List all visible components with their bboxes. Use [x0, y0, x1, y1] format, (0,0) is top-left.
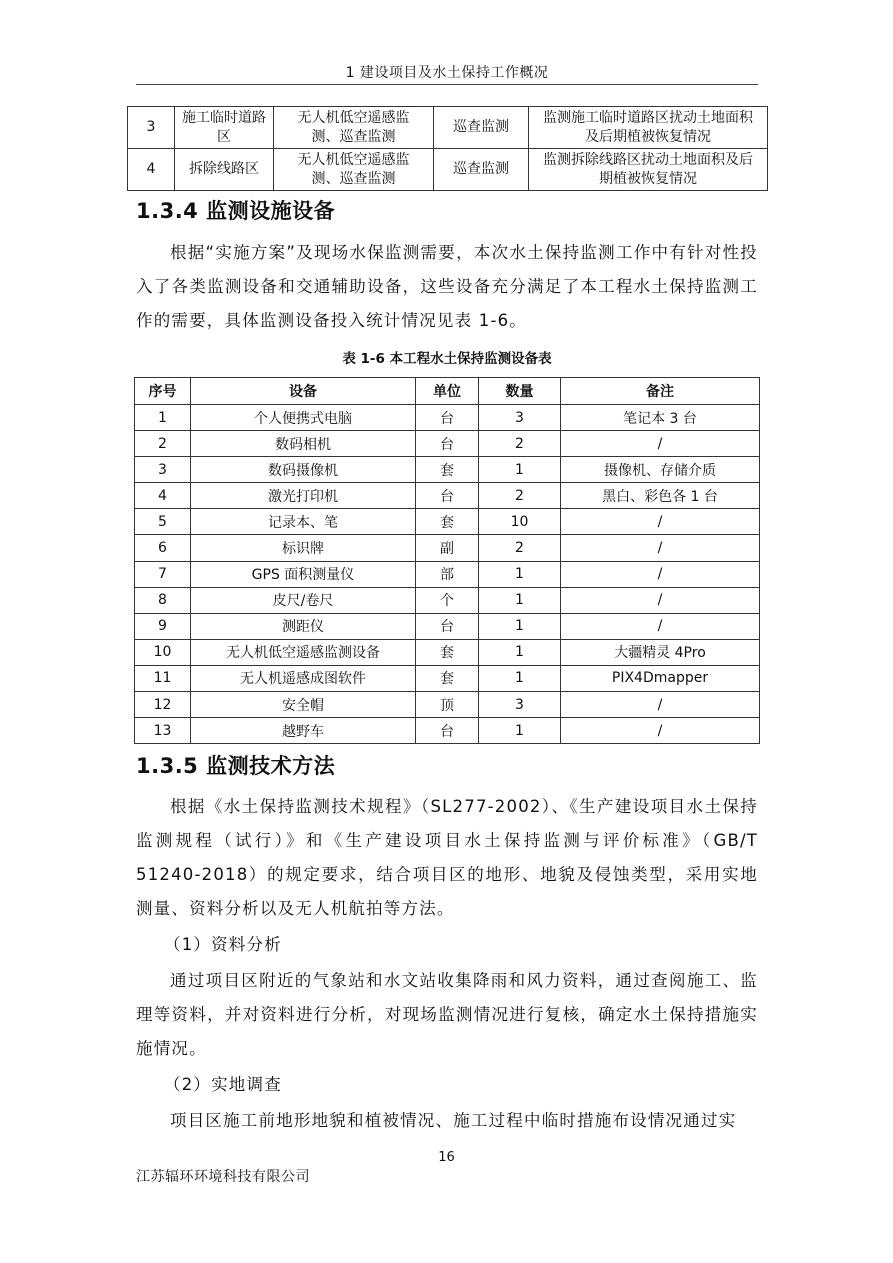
- table-cell: 监测施工临时道路区扰动土地面积及后期植被恢复情况: [529, 107, 768, 149]
- table-cell: 3: [479, 692, 561, 718]
- table-cell: 2: [135, 431, 191, 457]
- table-cell: 笔记本 3 台: [561, 405, 760, 431]
- table-cell: 1: [479, 613, 561, 639]
- column-header: 单位: [416, 378, 479, 405]
- table-cell: 1: [479, 639, 561, 665]
- table-cell: 无人机低空遥感监测、巡查监测: [274, 107, 434, 149]
- table-row: [135, 639, 760, 665]
- table-cell: 台: [416, 613, 479, 639]
- column-header: 序号: [135, 378, 191, 405]
- page-header: 1 建设项目及水土保持工作概况: [345, 65, 549, 81]
- paragraph-field-survey: 项目区施工前地形地貌和植被情况、施工过程中临时措施布设情况通过实: [170, 1111, 737, 1130]
- table-cell: 套: [416, 457, 479, 483]
- paragraph-data-analysis: 通过项目区附近的气象站和水文站收集降雨和风力资料，通过查阅施工、监理等资料，并对资料进行分析，对现场监测情况进行复核，确定水土保持措施实施情况。: [136, 971, 758, 1058]
- table-cell: 3: [135, 457, 191, 483]
- table-row: [135, 561, 760, 587]
- column-header: 备注: [561, 378, 760, 405]
- table-row: [135, 509, 760, 535]
- table-row: [128, 149, 768, 191]
- table-cell: 无人机遥感成图软件: [191, 665, 416, 691]
- table-cell: 12: [135, 692, 191, 718]
- table-cell: 3: [128, 107, 175, 149]
- paragraph-methods-intro: 根据《水土保持监测技术规程》（SL277-2002）、《生产建设项目水土保持监测规程（试行）》和《生产建设项目水土保持监测与评价标准》（GB/T 51240-2018）的规定要求，结合项目区的地形、地貌及侵蚀类型，采用实地测量、资料分析以及无人机航拍等方法。: [136, 797, 758, 918]
- table-cell: 标识牌: [191, 535, 416, 561]
- table-cell: 10: [135, 639, 191, 665]
- table-cell: 拆除线路区: [175, 149, 274, 191]
- table-cell: 7: [135, 561, 191, 587]
- table-row: [135, 665, 760, 691]
- table-cell: 皮尺/卷尺: [191, 587, 416, 613]
- table-cell: 监测拆除线路区扰动土地面积及后期植被恢复情况: [529, 149, 768, 191]
- table-cell: 个人便携式电脑: [191, 405, 416, 431]
- table-cell: 无人机低空遥感监测、巡查监测: [274, 149, 434, 191]
- table-cell: 大疆精灵 4Pro: [561, 639, 760, 665]
- table-cell: 巡查监测: [434, 107, 529, 149]
- table-cell: 数码摄像机: [191, 457, 416, 483]
- table-cell: 1: [479, 457, 561, 483]
- table-cell: GPS 面积测量仪: [191, 561, 416, 587]
- table-row: [135, 535, 760, 561]
- table-cell: 副: [416, 535, 479, 561]
- table-cell: 台: [416, 405, 479, 431]
- table-row: [135, 587, 760, 613]
- table-cell: 巡查监测: [434, 149, 529, 191]
- table-cell: /: [561, 509, 760, 535]
- section-heading-1-3-4: 1.3.4 监测设施设备: [136, 199, 336, 223]
- table-cell: 3: [479, 405, 561, 431]
- equipment-table: [134, 377, 760, 744]
- table-cell: 台: [416, 431, 479, 457]
- table-cell: 顶: [416, 692, 479, 718]
- table-cell: 套: [416, 509, 479, 535]
- table-cell: /: [561, 587, 760, 613]
- table-cell: 数码相机: [191, 431, 416, 457]
- table-row: [135, 457, 760, 483]
- footer-company: 江苏辐环环境科技有限公司: [136, 1169, 310, 1185]
- table-row: [135, 718, 760, 744]
- previous-table-continuation: [127, 106, 768, 191]
- table-cell: 10: [479, 509, 561, 535]
- table-cell: 6: [135, 535, 191, 561]
- table-cell: 激光打印机: [191, 483, 416, 509]
- table-cell: 测距仪: [191, 613, 416, 639]
- table-cell: /: [561, 613, 760, 639]
- subheading-data-analysis: （1）资料分析: [164, 935, 282, 954]
- table-row: [135, 431, 760, 457]
- section-heading-1-3-5: 1.3.5 监测技术方法: [136, 754, 336, 778]
- table-cell: 黑白、彩色各 1 台: [561, 483, 760, 509]
- table-cell: /: [561, 561, 760, 587]
- table-cell: /: [561, 535, 760, 561]
- table-cell: 1: [479, 718, 561, 744]
- table-row: [135, 692, 760, 718]
- column-header: 数量: [479, 378, 561, 405]
- table-cell: 摄像机、存储介质: [561, 457, 760, 483]
- table-cell: 13: [135, 718, 191, 744]
- table-cell: 1: [479, 561, 561, 587]
- table-row: [135, 405, 760, 431]
- page-number: 16: [438, 1150, 455, 1165]
- table-header-row: [135, 378, 760, 405]
- table-row: [135, 613, 760, 639]
- table-cell: 越野车: [191, 718, 416, 744]
- table-cell: 2: [479, 535, 561, 561]
- table-cell: 1: [135, 405, 191, 431]
- table-cell: 套: [416, 639, 479, 665]
- table-cell: 2: [479, 483, 561, 509]
- table-cell: 个: [416, 587, 479, 613]
- table-cell: 9: [135, 613, 191, 639]
- subheading-field-survey: （2）实地调查: [164, 1075, 282, 1094]
- table-cell: 施工临时道路区: [175, 107, 274, 149]
- table-caption: 表 1-6 本工程水土保持监测设备表: [342, 351, 552, 367]
- table-cell: /: [561, 718, 760, 744]
- column-header: 设备: [191, 378, 416, 405]
- table-cell: 4: [128, 149, 175, 191]
- table-cell: 记录本、笔: [191, 509, 416, 535]
- table-cell: 部: [416, 561, 479, 587]
- table-cell: 1: [479, 587, 561, 613]
- table-cell: 1: [479, 665, 561, 691]
- table-cell: /: [561, 692, 760, 718]
- table-cell: PIX4Dmapper: [561, 665, 760, 691]
- paragraph-equipment-intro: 根据“实施方案”及现场水保监测需要，本次水土保持监测工作中有针对性投入了各类监测设备和交通辅助设备，这些设备充分满足了本工程水土保持监测工作的需要，具体监测设备投入统计情况见表 1-6。: [136, 243, 758, 330]
- table-cell: 安全帽: [191, 692, 416, 718]
- table-cell: 台: [416, 718, 479, 744]
- header-rule: [136, 84, 758, 85]
- table-cell: 台: [416, 483, 479, 509]
- table-cell: 5: [135, 509, 191, 535]
- table-cell: 无人机低空遥感监测设备: [191, 639, 416, 665]
- table-cell: /: [561, 431, 760, 457]
- table-cell: 11: [135, 665, 191, 691]
- table-cell: 8: [135, 587, 191, 613]
- table-cell: 4: [135, 483, 191, 509]
- table-row: [135, 483, 760, 509]
- table-row: [128, 107, 768, 149]
- table-cell: 2: [479, 431, 561, 457]
- table-cell: 套: [416, 665, 479, 691]
